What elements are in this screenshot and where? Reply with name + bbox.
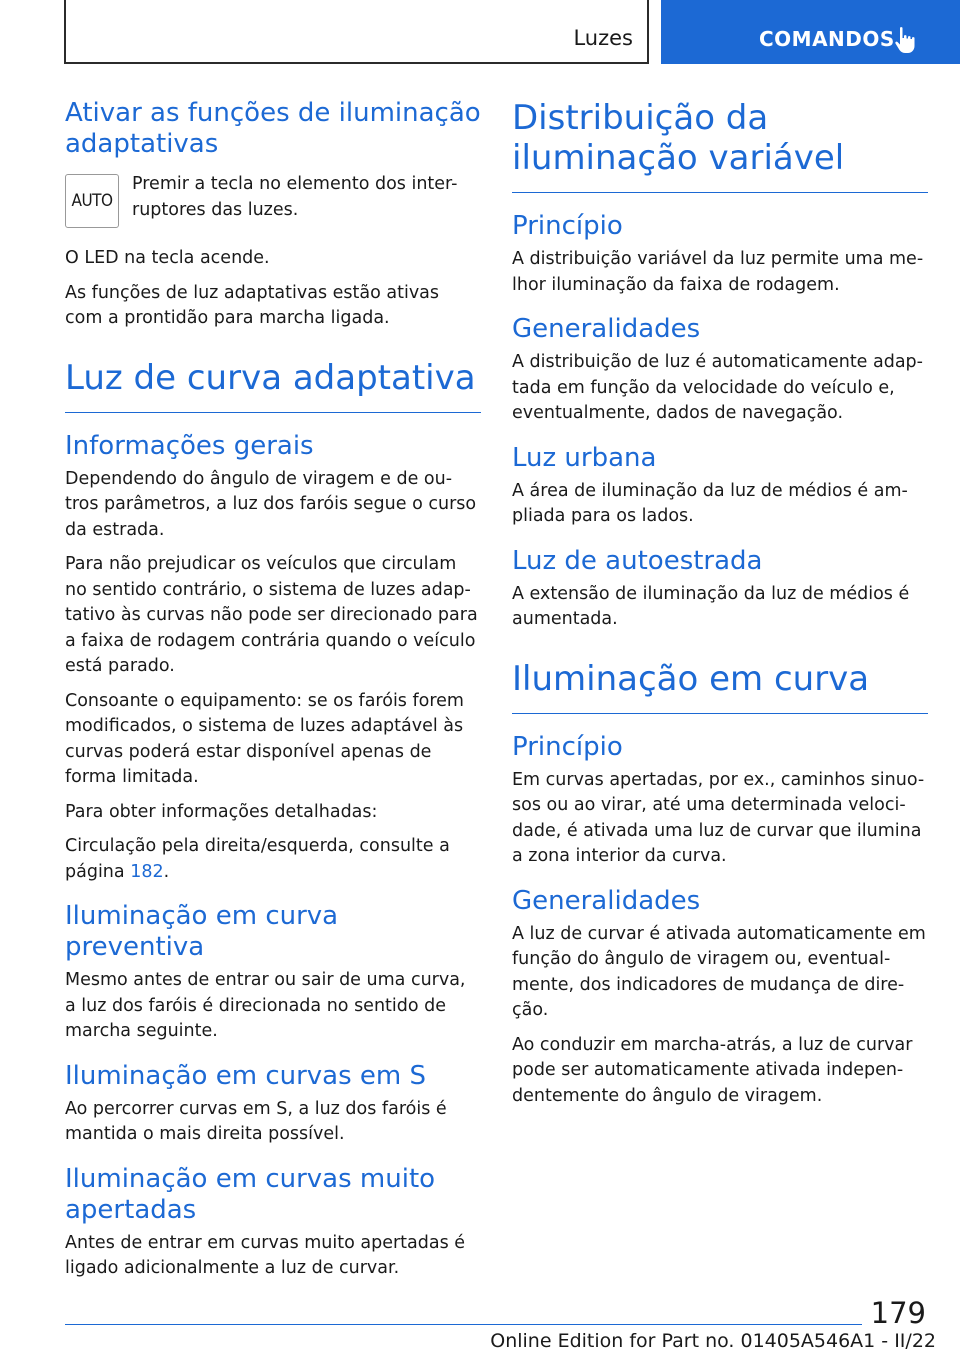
section-title: Princípio [512,211,623,241]
paragraph: A distribuição variável da luz permite uma me-lhor iluminação da faixa de rodagem. [512,249,924,295]
section-title: Iluminação em curva preventiva [65,901,339,962]
paragraph: A distribuição de luz é automaticamente adap-tada em função da velocidade do veículo e, eventualmente, dados de navegação. [512,352,923,423]
left-column [65,98,481,1291]
section-title: Luz de autoestrada [512,545,763,576]
paragraph: Consoante o equipamento: se os faróis forem modificados, o sistema de luzes adaptável às curvas poderá estar disponível apenas de forma limitada. [65,690,464,787]
paragraph-text: Circulação pela direita/esquerda, consulte a página [65,836,450,882]
paragraph: O LED na tecla acende. [65,248,270,268]
paragraph: Antes de entrar em curvas muito apertadas é ligado adicionalmente a luz de curvar. [65,1232,466,1278]
chapter-title: Iluminação em curva [512,659,928,714]
paragraph: Para obter informações detalhadas: [65,801,378,822]
paragraph: A área de iluminação da luz de médios é am-pliada para os lados. [512,480,908,526]
header-section-box [64,0,649,64]
paragraph [65,834,481,885]
section-title: Informações gerais [65,430,314,461]
header-chapter-title: COMANDOS [759,27,895,51]
page-link[interactable]: 182 [130,861,164,882]
right-column [512,98,928,1118]
footer-edition: Online Edition for Part no. 01405A546A1 - II/22 [490,1330,936,1352]
page-number: 179 [870,1296,926,1330]
chapter-title: Distribuição da iluminação variável [512,98,928,193]
section-title: Ativar as funções de iluminação adaptativas [65,98,481,159]
paragraph: Dependendo do ângulo de viragem e de ou-tros parâmetros, a luz dos faróis segue o curso da estrada. [65,468,477,540]
paragraph: Em curvas apertadas, por ex., caminhos sinuo-sos ou ao virar, até uma determinada veloci-dade, é ativada uma luz de curvar que ilumina a zona interior da curva. [512,769,925,866]
pointing-hand-icon [893,26,919,54]
paragraph: Ao conduzir em marcha-atrás, a luz de curvar pode ser automaticamente ativada indepen-dentemente do ângulo de viragem. [512,1034,913,1106]
footer-divider [65,1324,862,1325]
paragraph: Premir a tecla no elemento dos inter-ruptores das luzes. [132,174,458,220]
section-title: Generalidades [512,885,701,916]
paragraph: Para não prejudicar os veículos que circulam no sentido contrário, o sistema de luzes adap-tativo às curvas não pode ser direcionado para a faixa de rodagem contrária quando o veículo está parado. [65,554,478,676]
header-section-title: Luzes [573,26,633,50]
auto-key-label: AUTO [71,191,113,211]
paragraph: Mesmo antes de entrar ou sair de uma curva, a luz dos faróis é direcionada no sentido de marcha seguinte. [65,970,466,1041]
paragraph: A extensão de iluminação da luz de médios é aumentada. [512,583,910,629]
paragraph: Ao percorrer curvas em S, a luz dos faróis é mantida o mais direita possível. [65,1098,447,1144]
paragraph: As funções de luz adaptativas estão ativas com a prontidão para marcha ligada. [65,282,440,328]
paragraph: A luz de curvar é ativada automaticamente em função do ângulo de viragem ou, eventual-mente, dos indicadores de mudança de dire-ção. [512,923,926,1020]
auto-key-icon [65,174,119,228]
section-title: Princípio [512,731,623,762]
auto-key-row [65,174,481,228]
paragraph-text: . [163,861,170,882]
chapter-title: Luz de curva adaptativa [65,358,481,413]
section-title: Iluminação em curvas muito apertadas [65,1163,436,1225]
section-title: Luz urbana [512,442,657,473]
section-title: Iluminação em curvas em S [65,1060,427,1091]
section-title: Generalidades [512,314,701,344]
